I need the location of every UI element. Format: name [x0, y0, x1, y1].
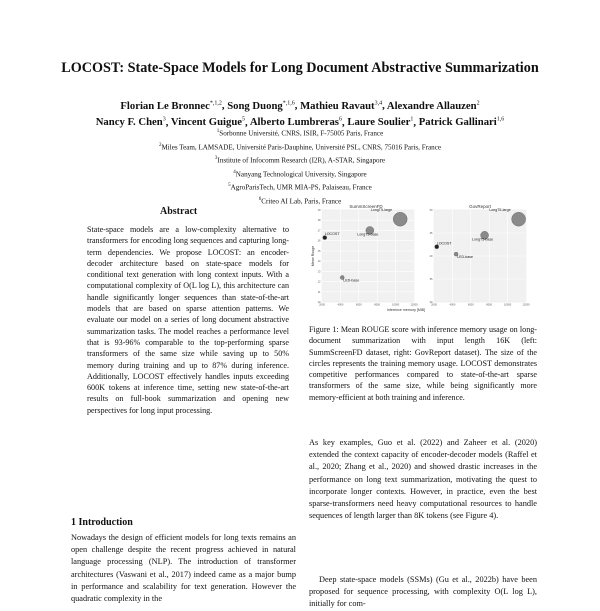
affiliation: $^5$AgroParisTech, UMR MIA-PS, Palaiseau, France: [228, 183, 372, 192]
y-tick-label: 40: [429, 255, 433, 258]
affiliation: $^3$Institute of Infocomm Research (I2R), A-STAR, Singapore: [214, 156, 386, 165]
y-axis-label: Mean Rouge: [311, 245, 315, 267]
author: Nancy F. Chen$^3$: [95, 116, 166, 129]
x-tick-label: 10000: [391, 303, 400, 307]
author-line-1: Florian Le Bronnec$^{*,1,2}$, Song Duong$^{*,1,6}$, Mathieu Ravaut$^{3,4}$, Alexandre Allauzen$^2$: [120, 99, 480, 112]
data-point: [512, 212, 526, 226]
y-tick-label: 19: [317, 209, 321, 212]
affiliation: $^6$Criteo AI Lab, Paris, France: [258, 196, 342, 206]
intro-paragraph: Nowadays the design of efficient models for long texts remains an open challenge despite the recent progress achieved in natural language processing (NLP). The introduction of transformer architectures (Vaswani et al., 2017) indeed came as a major bump in performance and scalability for text generation. However the quadratic complexity in the: [71, 533, 296, 604]
author: Song Duong$^{*,1,6}$: [227, 99, 295, 112]
y-tick-label: 35: [429, 278, 433, 281]
scatter-panel-govreport: [430, 204, 531, 307]
author: Laure Soulier$^1$: [347, 116, 414, 129]
figure-caption: Figure 1: Mean ROUGE score with inference memory usage on long-document summarization with input length 16K (left: SummScreenFD dataset, right: GovReport dataset). The size of the circles represents the training memory usage. LOCOST demonstrates competitive performances compared to state-of-the-art sparse transformers of the same size, while being significantly more memory-efficient at both training and inference.: [309, 325, 537, 402]
y-tick-label: 14: [317, 260, 321, 264]
point-label: LongT5-base: [472, 237, 494, 242]
y-tick-label: 18: [317, 219, 321, 223]
y-tick-label: 15: [317, 249, 321, 253]
author-list: [60, 96, 540, 129]
x-tick-label: 12000: [410, 303, 418, 307]
point-label: LongT5-large: [489, 208, 511, 213]
point-label: LongT5-base: [357, 232, 379, 237]
y-tick-label: 16: [317, 239, 321, 243]
x-tick-label: 2000: [431, 303, 437, 307]
y-tick-label: 30: [429, 301, 433, 304]
scatter-panel-summscreenfd: [311, 204, 425, 312]
point-label: LED-base: [343, 278, 360, 283]
author: Patrick Gallinari$^{1,6}$: [418, 116, 505, 129]
author: Vincent Guigue$^5$: [170, 116, 246, 129]
x-tick-label: 8000: [374, 303, 381, 307]
x-tick-label: 12000: [522, 303, 530, 307]
affiliation: $^4$Nanyang Technological University, Singapore: [233, 169, 367, 179]
paper-title: LOCOST: State-Space Models for Long Document Abstractive Summarization: [61, 60, 539, 76]
y-tick-label: 17: [317, 229, 321, 233]
y-tick-label: 11: [317, 290, 321, 294]
point-label: LOCOST: [436, 241, 452, 246]
chart-title: SummScreenFD: [349, 204, 383, 209]
y-tick-label: 50: [429, 209, 433, 212]
chart-title: GovReport: [469, 204, 491, 209]
data-point: [393, 212, 407, 226]
x-tick-label: 2000: [319, 303, 325, 307]
x-tick-label: 10000: [503, 303, 512, 307]
y-tick-label: 10: [317, 301, 321, 304]
x-axis-label: Inference memory [MiB]: [386, 308, 426, 312]
author: Alexandre Allauzen$^2$: [386, 99, 480, 112]
affiliation: $^1$Sorbonne Université, CNRS, ISIR, F-75005 Paris, France: [216, 129, 384, 138]
author-line-2: Nancy F. Chen$^3$, Vincent Guigue$^5$, Alberto Lumbreras$^6$, Laure Soulier$^1$, Patrick Gallinari$^{1,6}$: [95, 116, 505, 129]
figure-1-scatter-plots: [308, 200, 536, 315]
affiliation-list: [60, 126, 540, 207]
x-tick-label: 4000: [449, 303, 456, 307]
section-heading: 1 Introduction: [71, 517, 133, 528]
point-label: LED-base: [457, 255, 474, 260]
data-point: [435, 245, 439, 249]
x-tick-label: 6000: [467, 303, 474, 307]
abstract-heading: Abstract: [160, 206, 198, 217]
x-tick-label: 4000: [337, 303, 344, 307]
affiliation: $^2$Miles Team, LAMSADE, Université Paris-Dauphine, Université PSL, CNRS, 75016 Paris, France: [158, 142, 442, 151]
y-tick-label: 45: [429, 232, 433, 235]
right-column-paragraph-1: As key examples, Guo et al. (2022) and Zaheer et al. (2020) extended the context capacity of encoder-decoder models (Raffel et al., 2020; Zhang et al., 2020) and showed drastic increases in the performance on long text summarization, motivating the quest to incorporate longer contexts. However, in practice, even the best sparse-transformers need heavy computational resources to handle sequences of length larger than 8K tokens (see Figure 4).: [309, 438, 537, 521]
point-label: LongT5-large: [370, 208, 393, 213]
data-point: [323, 236, 327, 240]
x-tick-label: 6000: [355, 303, 362, 307]
y-tick-label: 12: [317, 280, 321, 284]
author: Alberto Lumbreras$^6$: [249, 116, 342, 129]
author: Mathieu Ravaut$^{3,4}$: [300, 99, 383, 112]
right-column-paragraph-2: Deep state-space models (SSMs) (Gu et al., 2022b) have been proposed for sequence processing, with complexity O(L log L), initially for com-: [309, 575, 537, 609]
y-tick-label: 13: [317, 270, 321, 274]
point-label: LOCOST: [324, 232, 340, 237]
x-tick-label: 8000: [486, 303, 493, 307]
abstract-text: State-space models are a low-complexity alternative to transformers for encoding long sequences and capturing long-term dependencies. We propose LOCOST: an encoder-decoder architecture based on state-space models for conditional text generation with long context inputs. With a computational complexity of O(L log L), this architecture can handle significantly longer sequences than state-of-the-art models that are based on sparse attention patterns. We evaluate our model on a series of long document abstractive summarization tasks. The model reaches a performance level that is 93-96% comparable to the top-performing sparse transformers of the same size while saving up to 50% memory during training and up to 87% during inference. Additionally, LOCOST effectively handles inputs exceeding 600K tokens at inference time, setting new state-of-the-art results on full-book summarization and opening new perspectives for long input processing.: [87, 225, 289, 415]
author: Florian Le Bronnec$^{*,1,2}$: [120, 99, 222, 112]
